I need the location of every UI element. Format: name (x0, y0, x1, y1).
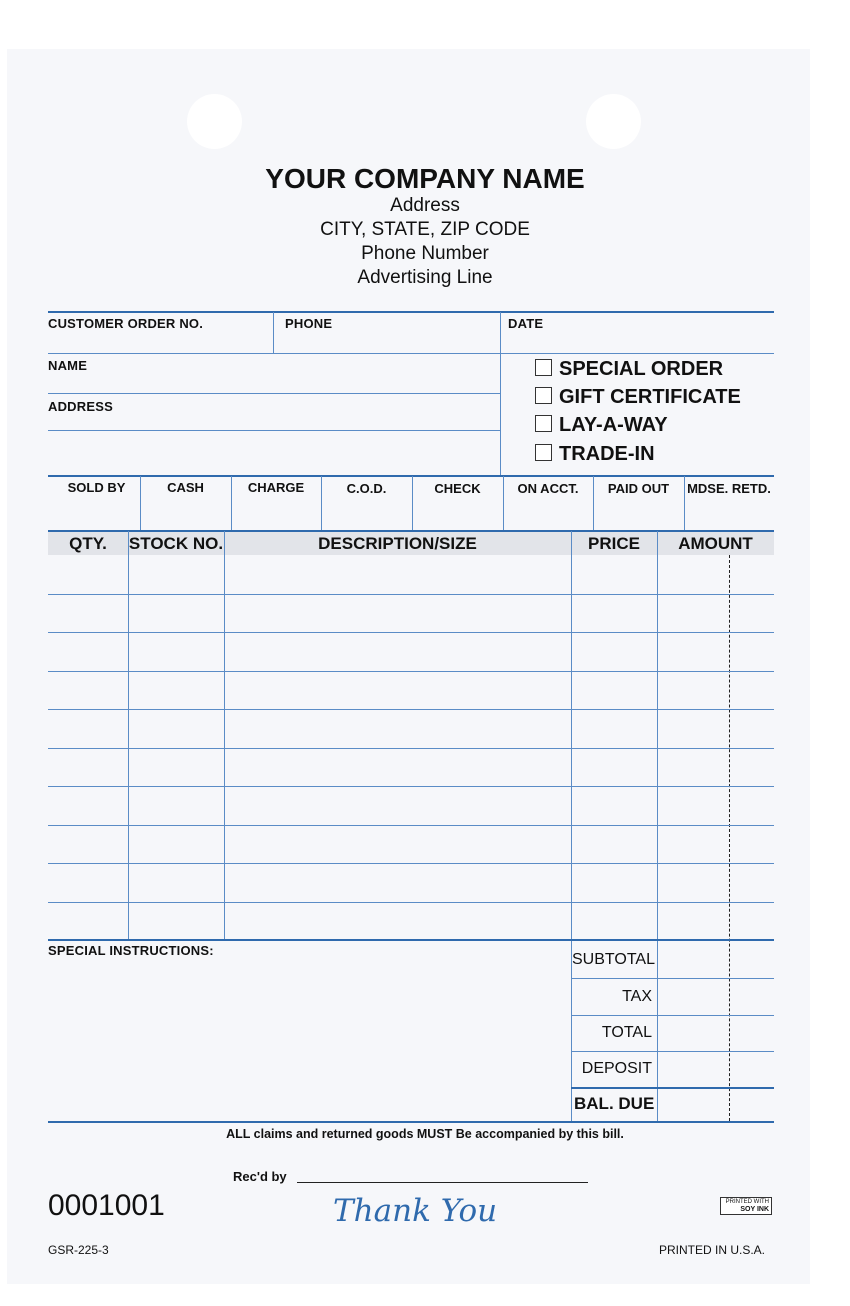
special-instructions-label: SPECIAL INSTRUCTIONS: (48, 943, 214, 958)
form-code: GSR-225-3 (48, 1243, 109, 1257)
option-trade-in[interactable] (535, 443, 655, 466)
checkbox[interactable] (535, 444, 552, 461)
deposit-label: DEPOSIT (581, 1060, 652, 1077)
table-row-rule (48, 748, 774, 749)
phone-label: PHONE (285, 316, 333, 331)
col-stock-header: STOCK NO. (128, 534, 224, 553)
received-by-label: Rec'd by (233, 1169, 287, 1184)
soy-ink-logo (720, 1197, 772, 1215)
company-phone: Phone Number (361, 243, 489, 264)
divider (273, 312, 274, 354)
col-qty-header: QTY. (69, 534, 107, 553)
col-amount-header: AMOUNT (678, 534, 753, 553)
table-row-rule (48, 939, 774, 941)
rule (571, 978, 774, 979)
total-label: TOTAL (601, 1024, 652, 1041)
table-row-rule (48, 632, 774, 633)
customer-order-label: CUSTOMER ORDER NO. (48, 316, 204, 331)
subtotal-label: SUBTOTAL (572, 951, 655, 968)
tax-label: TAX (622, 988, 652, 1005)
option-label: SPECIAL ORDER (559, 358, 724, 380)
table-row-rule (48, 902, 774, 903)
col-price-header: PRICE (588, 534, 640, 553)
punch-hole-right (586, 94, 641, 149)
option-label: TRADE-IN (559, 443, 655, 465)
claims-notice: ALL claims and returned goods MUST Be accompanied by this bill. (226, 1127, 624, 1141)
pay-mdse-retd: MDSE. RETD. (687, 481, 771, 496)
pay-paid-out: PAID OUT (607, 481, 670, 496)
punch-hole-left (187, 94, 242, 149)
rule (571, 1015, 774, 1016)
balance-due-label: BAL. DUE (574, 1094, 655, 1113)
rule-top (48, 311, 774, 313)
rule (571, 1051, 774, 1052)
col-description-header: DESCRIPTION/SIZE (318, 534, 477, 553)
table-row-rule (48, 825, 774, 826)
option-label: LAY-A-WAY (559, 414, 668, 436)
checkbox[interactable] (535, 359, 552, 376)
date-label: DATE (508, 316, 544, 331)
table-row-rule (48, 786, 774, 787)
company-city: CITY, STATE, ZIP CODE (320, 219, 530, 240)
divider (500, 312, 501, 475)
soy-ink-line1: PRINTED WITH (725, 1199, 769, 1205)
cents-divider (729, 555, 730, 1121)
form-number: 0001001 (48, 1189, 165, 1222)
rule (48, 393, 500, 394)
advertising-line: Advertising Line (357, 267, 493, 288)
table-row-rule (48, 863, 774, 864)
pay-on-acct: ON ACCT. (517, 481, 579, 496)
pay-cod: C.O.D. (346, 481, 387, 496)
rule-payment (48, 475, 774, 477)
address-label: ADDRESS (48, 399, 113, 414)
rule (571, 1087, 774, 1089)
rule-bottom (48, 1121, 774, 1123)
pay-check: CHECK (434, 481, 481, 496)
received-by-line[interactable] (297, 1182, 588, 1183)
pay-cash: CASH (167, 480, 204, 495)
rule (48, 353, 774, 354)
name-label: NAME (48, 358, 88, 373)
col-line (224, 531, 225, 940)
option-special-order[interactable] (535, 358, 723, 381)
option-lay-a-way[interactable] (535, 414, 668, 437)
rule-table-top (48, 530, 774, 532)
printed-in-usa: PRINTED IN U.S.A. (659, 1243, 766, 1257)
table-row-rule (48, 709, 774, 710)
soy-ink-line2: SOY INK (740, 1206, 769, 1213)
checkbox[interactable] (535, 387, 552, 404)
option-label: GIFT CERTIFICATE (559, 386, 741, 408)
table-row-rule (48, 671, 774, 672)
thank-you: Thank You (333, 1193, 498, 1229)
col-line (128, 531, 129, 940)
rule (48, 430, 500, 431)
option-gift-certificate[interactable] (535, 386, 741, 409)
company-address: Address (390, 195, 460, 216)
checkbox[interactable] (535, 415, 552, 432)
pay-sold-by: SOLD BY (67, 480, 126, 495)
pay-charge: CHARGE (247, 480, 305, 495)
table-row-rule (48, 594, 774, 595)
company-name: YOUR COMPANY NAME (265, 163, 585, 194)
col-line (657, 531, 658, 1121)
